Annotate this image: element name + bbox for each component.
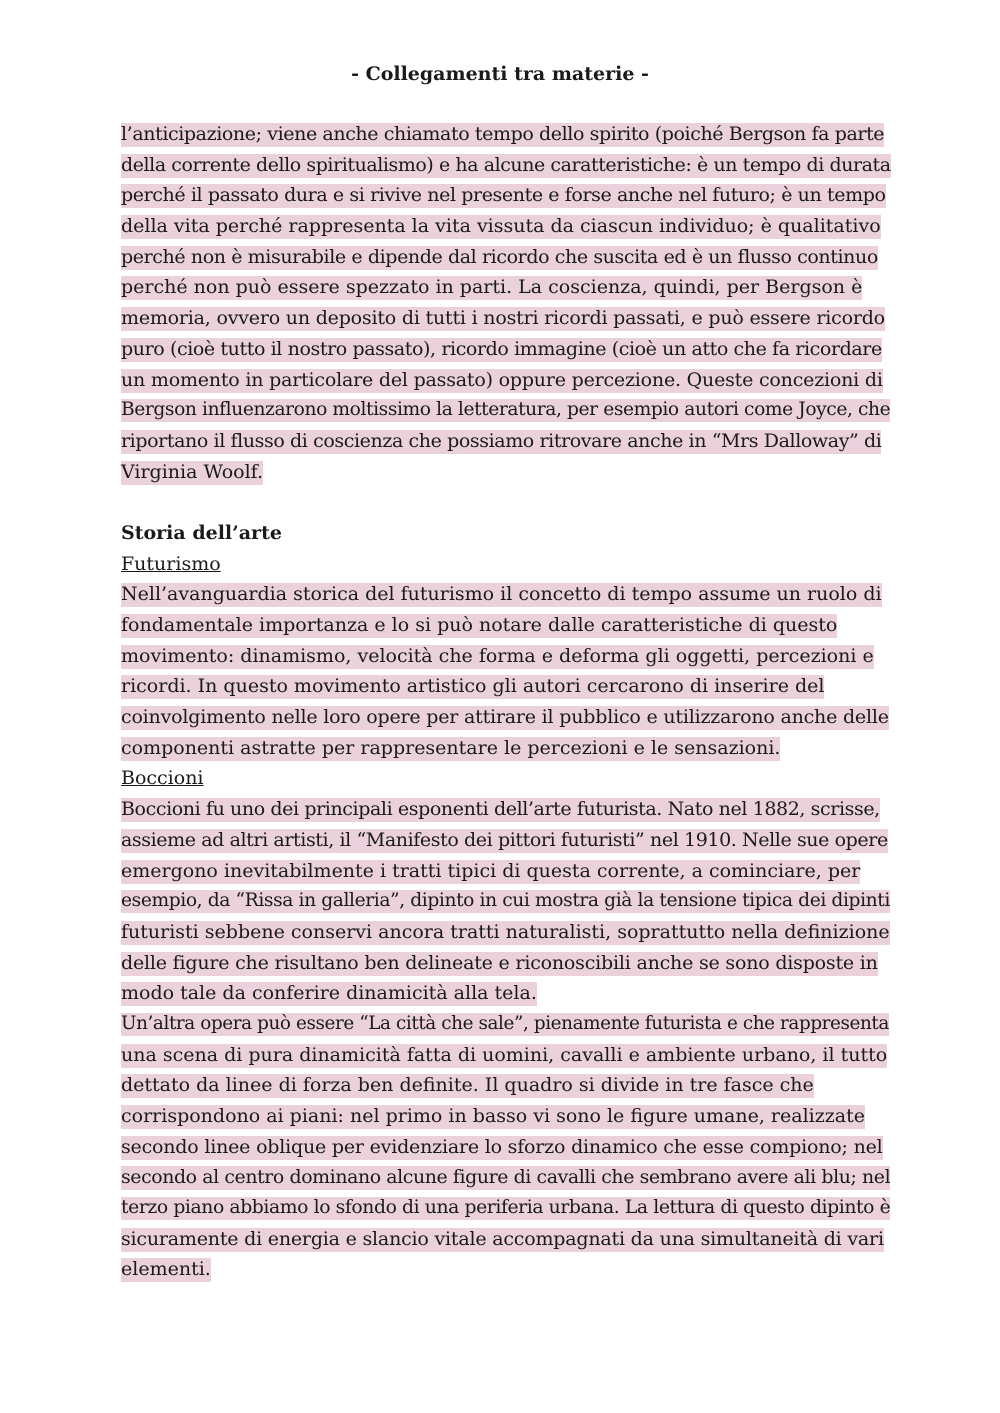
highlighted-text: un momento in particolare del passato) oppure percezione. Queste concezioni di: [121, 368, 883, 391]
highlighted-text: perché non può essere spezzato in parti. La coscienza, quindi, per Bergson è: [121, 276, 863, 299]
highlighted-text: Virginia Woolf.: [121, 460, 264, 483]
subheading-line: [121, 763, 891, 794]
highlighted-text: Boccioni fu uno dei principali esponenti dell’arte futurista. Nato nel 1882, scrisse,: [121, 798, 880, 821]
paragraph-line: [121, 1132, 891, 1163]
futurismo-section: [121, 549, 891, 764]
paragraph-line: [121, 150, 891, 181]
paragraph-line: [121, 610, 891, 641]
highlighted-text: perché il passato dura e si rivive nel presente e forse anche nel futuro; è un tempo: [121, 184, 886, 207]
paragraph-line: [121, 395, 891, 426]
paragraph-line: [121, 978, 891, 1009]
paragraph-line: [121, 886, 891, 917]
paragraph-line: [121, 272, 891, 303]
futurismo-heading: Futurismo: [121, 552, 221, 575]
highlighted-text: fondamentale importanza e lo si può notare dalle caratteristiche di questo: [121, 614, 838, 636]
highlighted-text: terzo piano abbiamo lo sfondo di una periferia urbana. La lettura di questo dipinto è: [121, 1197, 891, 1219]
paragraph-line: [121, 671, 891, 702]
highlighted-text: dettato da linee di forza ben definite. Il quadro si divide in tre fasce che: [121, 1074, 814, 1097]
paragraph-line: [121, 702, 891, 733]
paragraph-line: [121, 1040, 891, 1071]
section-title: Storia dell’arte: [121, 521, 282, 544]
paragraph-line: [121, 917, 891, 948]
highlighted-text: emergono inevitabilmente i tratti tipici di questa corrente, a cominciare, per: [121, 859, 861, 882]
highlighted-text: coinvolgimento nelle loro opere per attirare il pubblico e utilizzarono anche delle: [121, 706, 889, 729]
highlighted-text: Un’altra opera può essere “La città che sale”, pienamente futurista e che rappresenta: [121, 1012, 889, 1034]
paragraph-line: [121, 856, 891, 887]
highlighted-text: riportano il flusso di coscienza che possiamo ritrovare anche in “Mrs Dalloway” di: [121, 429, 882, 452]
highlighted-text: modo tale da conferire dinamicità alla tela.: [121, 982, 537, 1005]
intro-paragraph: [121, 119, 891, 487]
paragraph-line: [121, 1070, 891, 1101]
highlighted-text: componenti astratte per rappresentare le percezioni e le sensazioni.: [121, 736, 781, 759]
paragraph-line: [121, 119, 891, 150]
highlighted-text: esempio, da “Rissa in galleria”, dipinto in cui mostra già la tensione tipica dei dipinti: [121, 890, 890, 912]
highlighted-text: Bergson influenzarono moltissimo la letteratura, per esempio autori come Joyce, che: [121, 399, 891, 421]
paragraph-line: [121, 1162, 891, 1193]
highlighted-text: corrispondono ai piani: nel primo in basso vi sono le figure umane, realizzate: [121, 1105, 865, 1127]
paragraph-line: [121, 1254, 891, 1285]
highlighted-text: ricordi. In questo movimento artistico gli autori cercarono di inserire del: [121, 675, 825, 698]
highlighted-text: perché non è misurabile e dipende dal ricordo che suscita ed è un flusso continuo: [121, 245, 878, 268]
highlighted-text: memoria, ovvero un deposito di tutti i nostri ricordi passati, e può essere ricordo: [121, 307, 885, 330]
paragraph-line: [121, 457, 891, 488]
page-header-title: - Collegamenti tra materie -: [351, 63, 649, 85]
paragraph-line: [121, 579, 891, 610]
paragraph-line: [121, 211, 891, 242]
paragraph-line: [121, 365, 891, 396]
blank-line: [121, 487, 891, 518]
boccioni-heading: Boccioni: [121, 767, 204, 790]
paragraph-line: [121, 334, 891, 365]
highlighted-text: puro (cioè tutto il nostro passato), ricordo immagine (cioè un atto che fa ricordare: [121, 337, 882, 360]
document-body: [121, 119, 891, 1285]
paragraph-line: [121, 1101, 891, 1132]
highlighted-text: delle figure che risultano ben delineate e riconoscibili anche se sono disposte in: [121, 951, 878, 974]
paragraph-line: [121, 1009, 891, 1040]
highlighted-text: sicuramente di energia e slancio vitale accompagnati da una simultaneità di vari: [121, 1227, 884, 1250]
highlighted-text: elementi.: [121, 1258, 211, 1281]
paragraph-line: [121, 242, 891, 273]
paragraph-line: [121, 1193, 891, 1224]
subheading-line: [121, 549, 891, 580]
paragraph-line: [121, 794, 891, 825]
highlighted-text: assieme ad altri artisti, il “Manifesto dei pittori futuristi” nel 1910. Nelle sue opere: [121, 828, 888, 851]
highlighted-text: l’anticipazione; viene anche chiamato tempo dello spirito (poiché Bergson fa parte: [121, 123, 885, 145]
highlighted-text: della corrente dello spiritualismo) e ha alcune caratteristiche: è un tempo di durata: [121, 153, 891, 176]
highlighted-text: della vita perché rappresenta la vita vissuta da ciascun individuo; è qualitativo: [121, 215, 881, 238]
paragraph-line: [121, 641, 891, 672]
paragraph-line: [121, 426, 891, 457]
paragraph-line: [121, 825, 891, 856]
paragraph-line: [121, 733, 891, 764]
highlighted-text: secondo linee oblique per evidenziare lo sforzo dinamico che esse compiono; nel: [121, 1135, 883, 1158]
paragraph-line: [121, 1224, 891, 1255]
highlighted-text: movimento: dinamismo, velocità che forma e deforma gli oggetti, percezioni e: [121, 644, 874, 667]
boccioni-section: [121, 763, 891, 1285]
highlighted-text: futuristi sebbene conservi ancora tratti naturalisti, soprattutto nella definizione: [121, 920, 890, 943]
highlighted-text: secondo al centro dominano alcune figure di cavalli che sembrano avere ali blu; nel: [121, 1166, 891, 1189]
paragraph-line: [121, 180, 891, 211]
paragraph-line: [121, 948, 891, 979]
highlighted-text: una scena di pura dinamicità fatta di uomini, cavalli e ambiente urbano, il tutto: [121, 1043, 888, 1066]
highlighted-text: Nell’avanguardia storica del futurismo il concetto di tempo assume un ruolo di: [121, 583, 882, 606]
paragraph-line: [121, 303, 891, 334]
